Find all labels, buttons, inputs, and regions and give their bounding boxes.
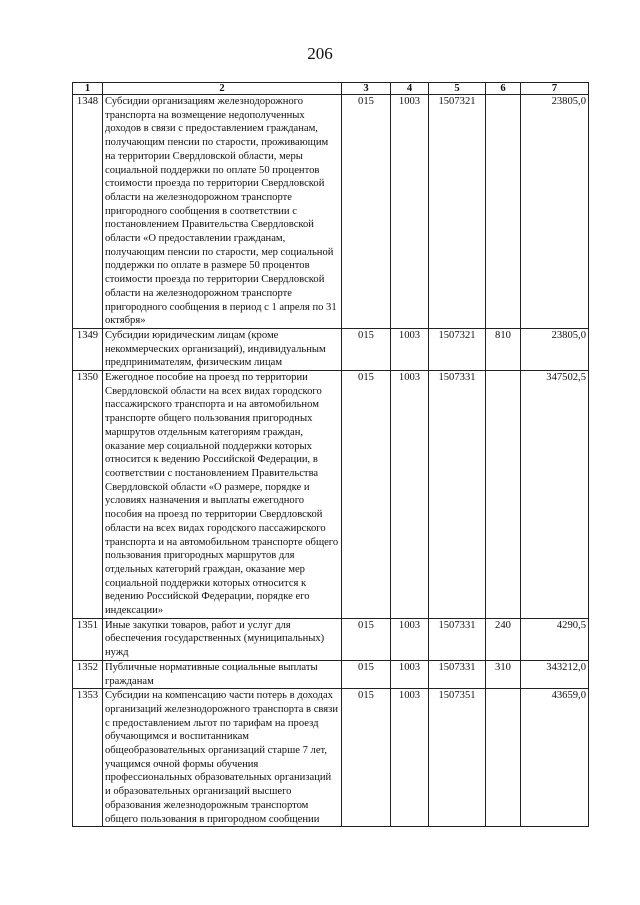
row-number: 1350 [73,371,103,619]
column-header-3: 3 [342,83,391,95]
column-header-1: 1 [73,83,103,95]
amount: 23805,0 [521,328,589,370]
expense-type-code: 240 [486,618,521,660]
column-header-5: 5 [429,83,486,95]
target-article-code: 1507321 [429,95,486,329]
amount: 347502,5 [521,371,589,619]
expense-type-code: 310 [486,660,521,688]
target-article-code: 1507331 [429,618,486,660]
ministry-code: 015 [342,660,391,688]
row-description: Иные закупки товаров, работ и услуг для обеспечения государственных (муниципальных) нужд [103,618,342,660]
amount: 43659,0 [521,689,589,827]
row-description: Публичные нормативные социальные выплаты гражданам [103,660,342,688]
table-row [73,328,589,370]
row-description: Субсидии организациям железнодорожного транспорта на возмещение недополученных доходов в связи с предоставлением гражданам, получающим пенсии по старости, проживающим на территории Свердловской области, меры социальной поддержки по оплате 50 процентов стоимости проезда по территории Свердловской области на железнодорожном транспорте пригородного сообщения в соответствии с постановлением Правительства Свердловской области «О предоставлении гражданам, получающим пенсии по старости, мер социальной поддержки по оплате в размере 50 процентов стоимости проезда по территории Свердловской области на железнодорожном транспорте пригородного сообщения в период с 1 апреля по 31 октября» [103,95,342,329]
row-description: Субсидии на компенсацию части потерь в доходах организаций железнодорожного транспорта в связи с предоставлением льгот по тарифам на проезд обучающимся и воспитанникам общеобразовательных организаций старше 7 лет, учащимся очной формы обучения профессиональных образовательных организаций и образовательных организаций высшего образования железнодорожным транспортом общего пользования в пригородном сообщении [103,689,342,827]
expense-type-code [486,689,521,827]
expense-type-code [486,95,521,329]
row-description: Субсидии юридическим лицам (кроме некоммерческих организаций), индивидуальным предпринимателям, физическим лицам [103,328,342,370]
expense-type-code: 810 [486,328,521,370]
target-article-code: 1507331 [429,371,486,619]
target-article-code: 1507321 [429,328,486,370]
column-header-7: 7 [521,83,589,95]
table-row [73,371,589,619]
section-code: 1003 [391,689,429,827]
section-code: 1003 [391,95,429,329]
row-number: 1352 [73,660,103,688]
target-article-code: 1507351 [429,689,486,827]
amount: 343212,0 [521,660,589,688]
row-number: 1351 [73,618,103,660]
section-code: 1003 [391,660,429,688]
table-row [73,618,589,660]
column-header-2: 2 [103,83,342,95]
table-row [73,95,589,329]
table-header-row [73,83,589,95]
section-code: 1003 [391,328,429,370]
expense-type-code [486,371,521,619]
ministry-code: 015 [342,689,391,827]
row-description: Ежегодное пособие на проезд по территории Свердловской области на всех видах городского пассажирского транспорта и на автомобильном транспорте общего пользования пригородных маршрутов отдельным категориям граждан, оказание мер социальной поддержки которых относится к ведению Российской Федерации, в соответствии с постановлением Правительства Свердловской области «О размере, порядке и условиях назначения и выплаты ежегодного пособия на проезд по территории Свердловской области на всех видах городского пассажирского транспорта и на автомобильном транспорте общего пользования пригородных маршрутов для отдельных категорий граждан, оказание мер социальной поддержки которых относится к ведению Российской Федерации, порядке его индексации» [103,371,342,619]
row-number: 1353 [73,689,103,827]
ministry-code: 015 [342,328,391,370]
amount: 23805,0 [521,95,589,329]
page-number: 206 [307,44,333,63]
ministry-code: 015 [342,95,391,329]
table-row [73,660,589,688]
section-code: 1003 [391,618,429,660]
budget-table [72,82,589,827]
row-number: 1348 [73,95,103,329]
column-header-6: 6 [486,83,521,95]
ministry-code: 015 [342,371,391,619]
amount: 4290,5 [521,618,589,660]
table-row [73,689,589,827]
ministry-code: 015 [342,618,391,660]
column-header-4: 4 [391,83,429,95]
target-article-code: 1507331 [429,660,486,688]
row-number: 1349 [73,328,103,370]
section-code: 1003 [391,371,429,619]
